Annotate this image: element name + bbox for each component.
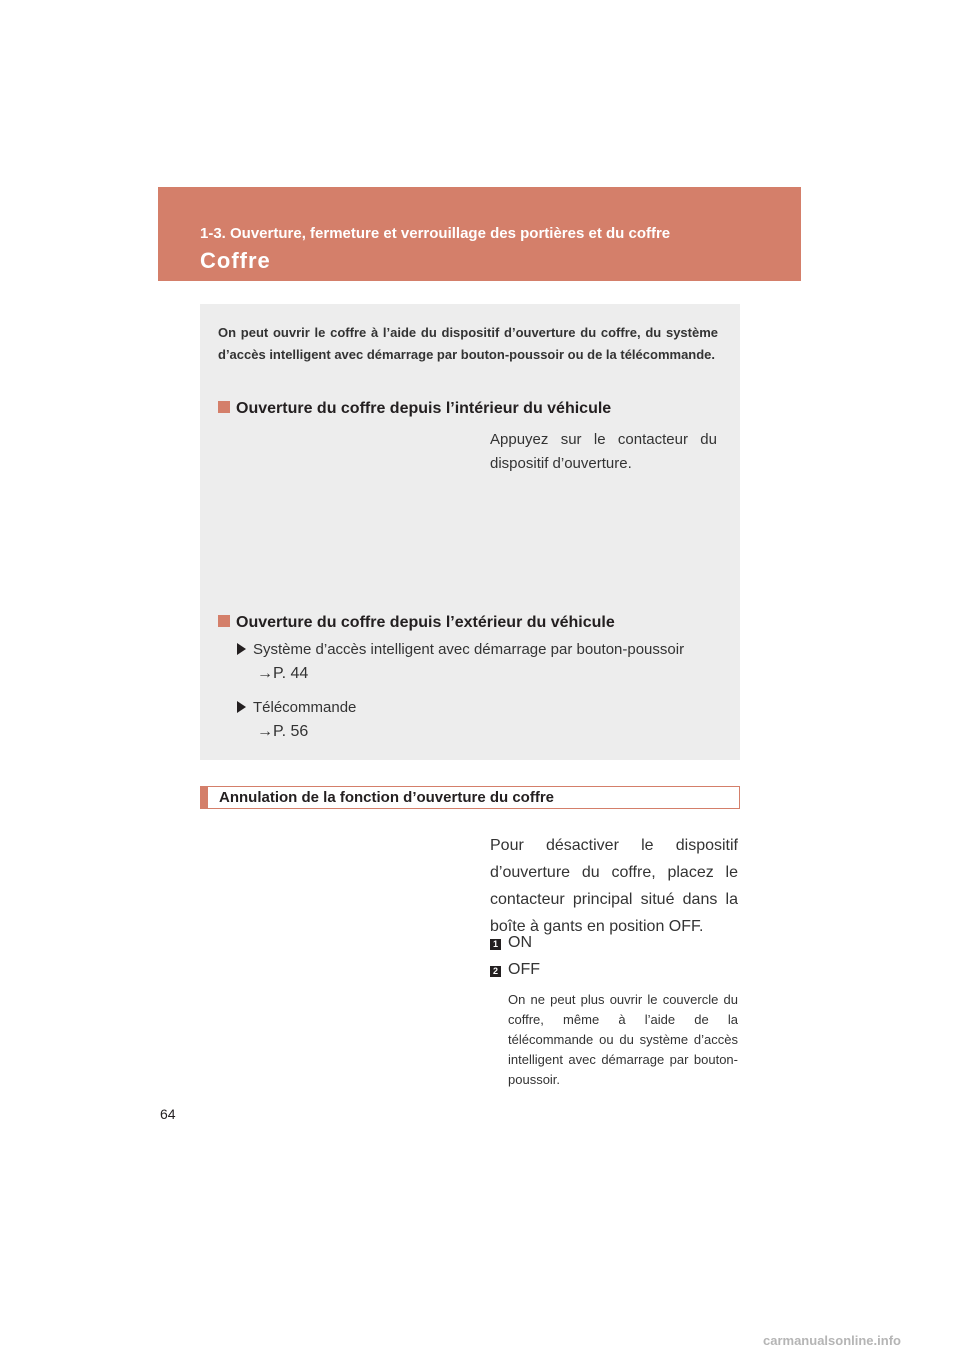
square-bullet-icon	[218, 615, 230, 627]
page-title: Coffre	[200, 248, 271, 273]
inside-description: Appuyez sur le contacteur du dispositif d’ouverture.	[490, 431, 717, 472]
annulation-description: Pour désactiver le dispositif d’ouverture du coffre, placez le contacteur principal situé dans la boîte à gants en position OFF.	[490, 837, 738, 935]
page-reference-link[interactable]: →P. 44	[257, 665, 309, 682]
number-badge: 1	[490, 939, 501, 950]
annulation-heading-box	[200, 786, 740, 809]
overview-panel	[200, 304, 740, 760]
off-note: On ne peut plus ouvrir le couvercle du coffre, même à l’aide de la télécommande ou du système d’accès intelligent avec démarrage par bouton-poussoir.	[508, 992, 738, 1087]
square-bullet-icon	[218, 401, 230, 413]
list-item: Système d’accès intelligent avec démarrage par bouton-poussoir	[237, 641, 684, 658]
heading-accent-bar	[201, 787, 208, 808]
watermark: carmanualsonline.info	[763, 1333, 901, 1348]
intro-text: On peut ouvrir le coffre à l’aide du dispositif d’ouverture du coffre, du système d’accès intelligent avec démarrage par bouton-poussoir ou de la télécommande.	[218, 325, 718, 362]
page-reference-link[interactable]: →P. 56	[257, 723, 309, 740]
triangle-bullet-icon	[237, 643, 246, 655]
annulation-heading: Annulation de la fonction d’ouverture du coffre	[219, 789, 555, 806]
number-badge: 2	[490, 966, 501, 977]
outside-heading: Ouverture du coffre depuis l’extérieur du véhicule	[218, 614, 615, 632]
section-title: 1-3. Ouverture, fermeture et verrouillage des portières et du coffre	[200, 225, 671, 242]
chapter-header	[158, 187, 801, 281]
list-item-off: 2 OFF	[490, 961, 540, 979]
list-item: Télécommande	[237, 699, 356, 716]
arrow-right-icon: →	[257, 665, 273, 682]
arrow-right-icon: →	[257, 723, 273, 740]
page-number: 64	[160, 1106, 176, 1122]
list-item-on: 1 ON	[490, 934, 532, 952]
inside-heading: Ouverture du coffre depuis l’intérieur du véhicule	[218, 400, 611, 418]
triangle-bullet-icon	[237, 701, 246, 713]
